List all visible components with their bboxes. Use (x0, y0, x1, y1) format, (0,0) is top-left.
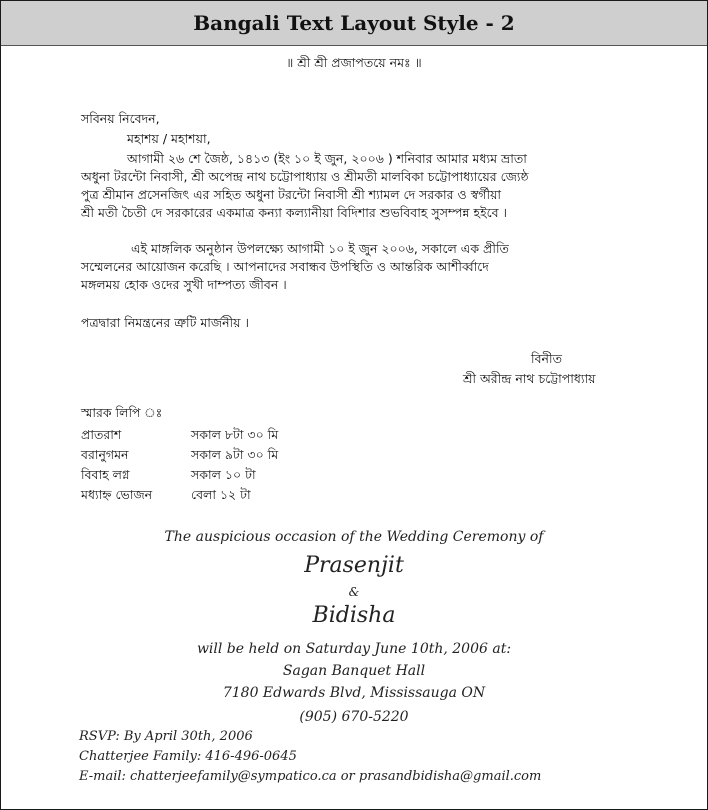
closing: বিনীত (531, 351, 562, 366)
date-line: will be held on Saturday June 10th, 2006 at: (196, 641, 512, 657)
schedule-time: বেলা ১২ টা (191, 487, 251, 502)
family-phone: Chatterjee Family: 416-496-0645 (79, 749, 297, 764)
greeting: সবিনয় নিবেদন, (81, 111, 160, 126)
groom-name: Prasenjit (304, 553, 404, 578)
page-title: Bangali Text Layout Style - 2 (193, 11, 515, 35)
para1-line-1: আগামী ২৬ শে জৈষ্ঠ, ১৪১৩ (ইং ১০ ই জুন, ২০০৬ ) শনিবার আমার মধ্যম ভ্রাতা (127, 151, 527, 166)
sender-name: শ্রী অরীন্দ্র নাথ চট্টোপাধ্যায় (463, 371, 596, 386)
para2-line-2: সম্মেলনের আয়োজন করেছি । আপনাদের সবান্ধব উপস্থিতি ও আন্তরিক আশীর্ব্বাদে (81, 259, 489, 274)
schedule-event: বরানুগমন (81, 447, 129, 462)
ampersand: & (348, 585, 360, 599)
title-banner (1, 1, 707, 46)
schedule-row (81, 427, 278, 447)
rsvp-line: RSVP: By April 30th, 2006 (79, 729, 253, 744)
schedule-time: সকাল ৮টা ৩০ মি (191, 427, 279, 442)
venue-phone: (905) 670-5220 (299, 709, 409, 725)
salutation: মহাশয় / মহাশয়া, (127, 131, 211, 146)
schedule-event: বিবাহ লগ্ন (81, 467, 130, 482)
para1-line-3: পুত্র শ্রীমান প্রসেনজিৎ এর সহিত অধুনা টরন্টো নিবাসী শ্রী শ্যামল দে সরকার ও স্বর্গীয়া (81, 187, 502, 202)
para2-line-3: মঙ্গলময় হোক ওদের সুখী দাম্পত্য জীবন । (81, 277, 287, 292)
english-intro: The auspicious occasion of the Wedding Ceremony of (164, 529, 544, 545)
email-line: E-mail: chatterjeefamily@sympatico.ca or prasandbidisha@gmail.com (79, 769, 542, 784)
invocation-line: ॥ শ্রী শ্রী প্রজাপতয়ে নমঃ ॥ (286, 55, 422, 70)
schedule-row (81, 487, 278, 507)
schedule-title: স্মারক লিপি ঃ (81, 405, 163, 420)
schedule-time: সকাল ৯টা ৩০ মি (191, 447, 279, 462)
schedule-event: প্রাতরাশ (81, 427, 122, 442)
venue-name: Sagan Banquet Hall (282, 663, 426, 679)
schedule-event: মধ্যাহ্ন ভোজন (81, 487, 153, 502)
schedule-time: সকাল ১০ টা (191, 467, 256, 482)
apology-line: পত্রদ্বারা নিমন্ত্রনের ত্রুটি মার্জনীয় । (81, 315, 249, 330)
schedule-table (81, 427, 278, 507)
venue-address: 7180 Edwards Blvd, Mississauga ON (222, 685, 486, 701)
bride-name: Bidisha (312, 603, 396, 628)
schedule-row (81, 467, 278, 487)
para1-line-4: শ্রী মতী চৈতী দে সরকারের একমাত্র কন্যা কল্যানীয়া বিদিশার শুভবিবাহ সুসম্পন্ন হইবে । (81, 205, 508, 220)
para2-line-1: এই মাঙ্গলিক অনুষ্ঠান উপলক্ষ্যে আগামী ১০ ই জুন ২০০৬, সকালে এক প্রীতি (131, 241, 509, 256)
schedule-row (81, 447, 278, 467)
para1-line-2: অধুনা টরন্টো নিবাসী, শ্রী অপেন্দ্র নাথ চট্টোপাধ্যায় ও শ্রীমতী মালবিকা চট্টোপাধ্যায়ের জ্যেষ্ঠ (81, 169, 529, 184)
